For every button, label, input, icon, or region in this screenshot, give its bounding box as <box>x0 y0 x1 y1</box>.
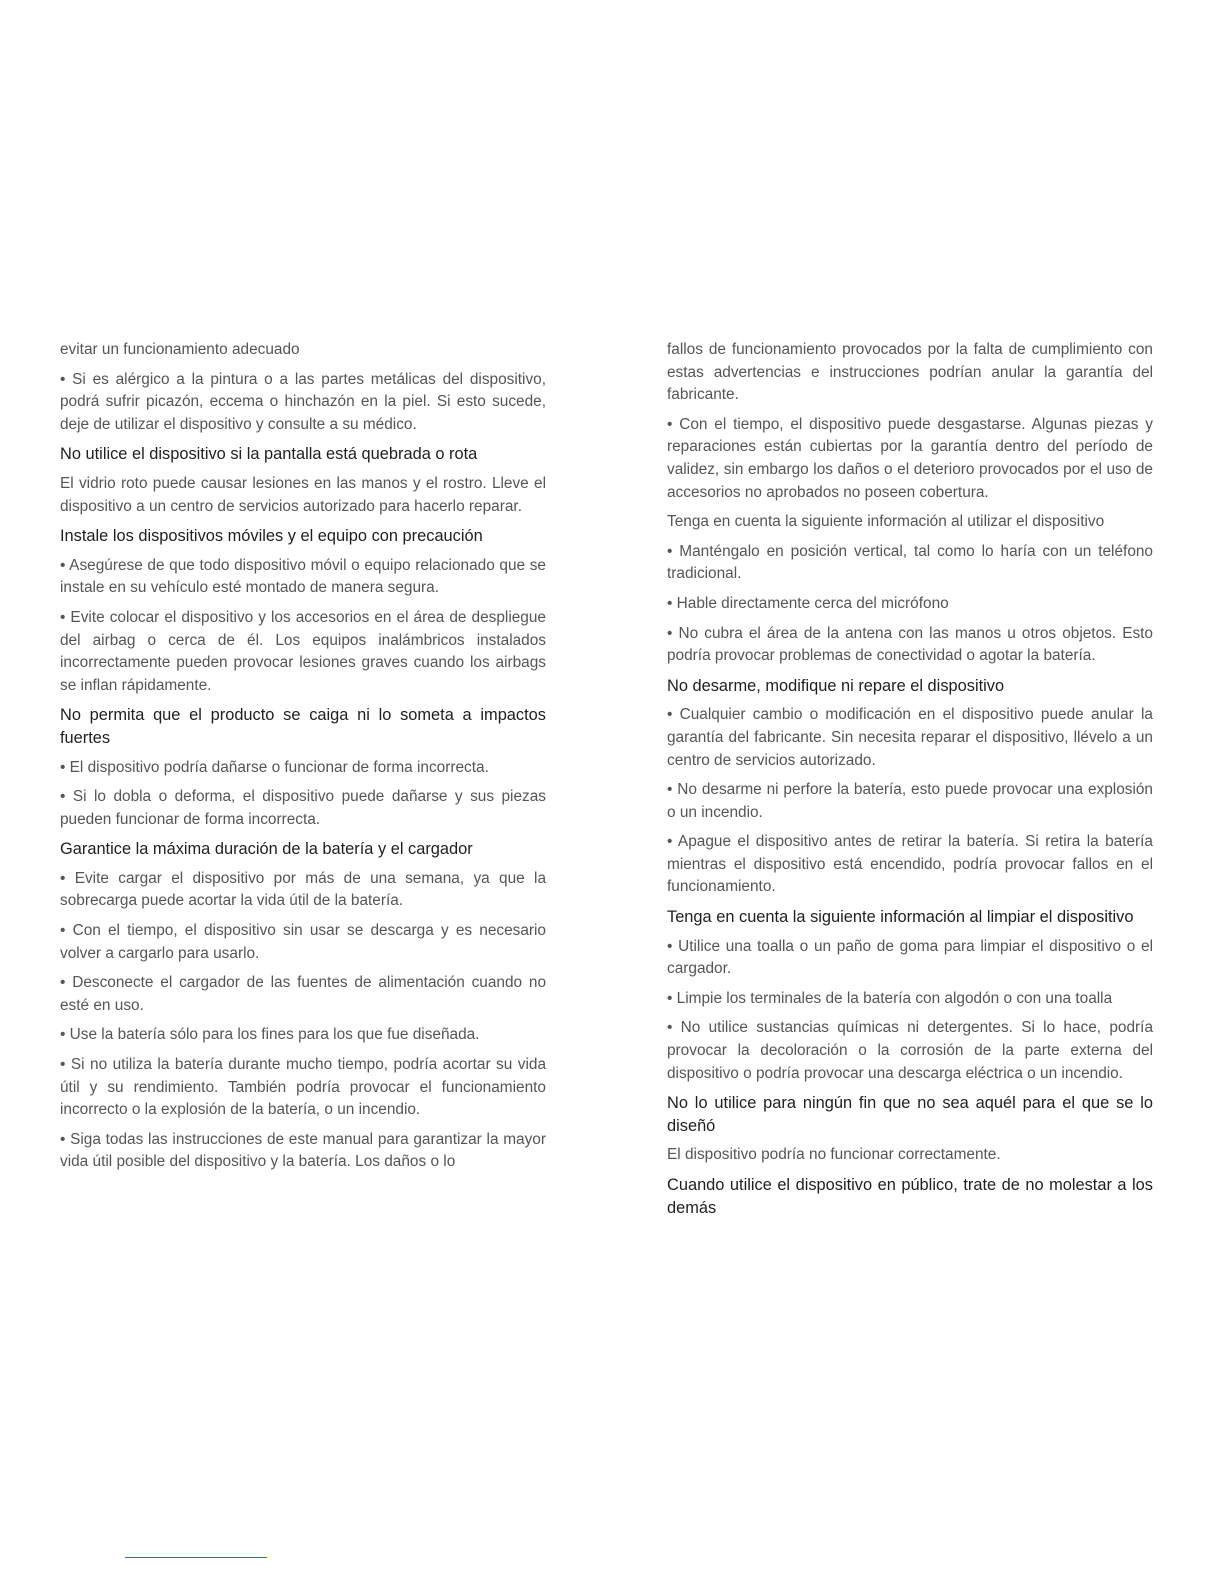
bullet-paragraph: • Asegúrese de que todo dispositivo móvil o equipo relacionado que se instale en su vehículo esté montado de manera segura. <box>60 556 546 597</box>
bullet-paragraph: • Si es alérgico a la pintura o a las partes metálicas del dispositivo, podrá sufrir picazón, eccema o hinchazón en la piel. Si esto sucede, deje de utilizar el dispositivo y consulte a su médico. <box>60 370 546 433</box>
bullet-paragraph: • Use la batería sólo para los fines para los que fue diseñada. <box>60 1026 480 1044</box>
paragraph: fallos de funcionamiento provocados por la falta de cumplimiento con estas advertencias e instrucciones podrían anular la garantía del fabricante. <box>667 341 1153 404</box>
section-heading: No desarme, modifique ni repare el dispositivo <box>667 676 1005 695</box>
bullet-paragraph: • Evite cargar el dispositivo por más de una semana, ya que la sobrecarga puede acortar la vida útil de la batería. <box>60 869 546 910</box>
bullet-paragraph: • No desarme ni perfore la batería, esto puede provocar una explosión o un incendio. <box>667 781 1153 821</box>
bullet-paragraph: • Cualquier cambio o modificación en el dispositivo puede anular la garantía del fabricante. Sin necesita reparar el dispositivo, llévelo a un centro de servicios autorizado. <box>667 706 1153 769</box>
bullet-paragraph: • Si lo dobla o deforma, el dispositivo puede dañarse y sus piezas pueden funcionar de forma incorrecta. <box>60 788 546 828</box>
paragraph: evitar un funcionamiento adecuado <box>60 341 300 358</box>
paragraph: El dispositivo podría no funcionar correctamente. <box>667 1146 1001 1164</box>
section-heading: No utilice el dispositivo si la pantalla está quebrada o rota <box>60 445 478 464</box>
bullet-paragraph: • Hable directamente cerca del micrófono <box>667 594 949 612</box>
left-column <box>60 339 546 1181</box>
paragraph: El vidrio roto puede causar lesiones en las manos y el rostro. Lleve el dispositivo a un centro de servicios autorizado para hacerlo reparar. <box>60 474 546 515</box>
bullet-paragraph: • Con el tiempo, el dispositivo sin usar se descarga y es necesario volver a cargarlo para usarlo. <box>60 922 546 962</box>
section-heading: Tenga en cuenta la siguiente información al limpiar el dispositivo <box>667 908 1134 927</box>
bullet-paragraph: • Evite colocar el dispositivo y los accesorios en el área de despliegue del airbag o cerca de él. Los equipos inalámbricos instalados incorrectamente pueden provocar lesiones graves cuando los airbags se inflan rápidamente. <box>60 608 546 694</box>
footnote-divider <box>125 1557 267 1558</box>
bullet-paragraph: • No cubra el área de la antena con las manos u otros objetos. Esto podría provocar problemas de conectividad o agotar la batería. <box>667 624 1153 665</box>
bullet-paragraph: • Utilice una toalla o un paño de goma para limpiar el dispositivo o el cargador. <box>667 937 1153 978</box>
right-column <box>667 339 1153 1226</box>
bullet-paragraph: • Con el tiempo, el dispositivo puede desgastarse. Algunas piezas y reparaciones están cubiertas por la garantía dentro del período de validez, sin embargo los daños o el deterioro provocados por el uso de accesorios no aprobados no poseen cobertura. <box>667 415 1153 501</box>
section-heading: Cuando utilice el dispositivo en público, trate de no molestar a los demás <box>667 1176 1153 1217</box>
section-heading: Instale los dispositivos móviles y el equipo con precaución <box>60 527 483 546</box>
bullet-paragraph: • Manténgalo en posición vertical, tal como lo haría con un teléfono tradicional. <box>667 542 1153 583</box>
bullet-paragraph: • Desconecte el cargador de las fuentes de alimentación cuando no esté en uso. <box>60 974 546 1014</box>
bullet-paragraph: • No utilice sustancias químicas ni detergentes. Si lo hace, podría provocar la decoloración o la corrosión de la parte externa del dispositivo o podría provocar una descarga eléctrica o un incendio. <box>667 1019 1153 1082</box>
bullet-paragraph: • Apague el dispositivo antes de retirar la batería. Si retira la batería mientras el dispositivo está encendido, podría provocar fallos en el funcionamiento. <box>667 833 1153 896</box>
bullet-paragraph: • Siga todas las instrucciones de este manual para garantizar la mayor vida útil posible del dispositivo y la batería. Los daños o lo <box>60 1130 546 1171</box>
section-heading: No lo utilice para ningún fin que no sea aquél para el que se lo diseñó <box>667 1094 1153 1135</box>
bullet-paragraph: • Si no utiliza la batería durante mucho tiempo, podría acortar su vida útil y su rendimiento. También podría provocar el funcionamiento incorrecto o la explosión de la batería, o un incendio. <box>60 1056 546 1119</box>
bullet-paragraph: • Limpie los terminales de la batería con algodón o con una toalla <box>667 989 1113 1007</box>
section-heading: No permita que el producto se caiga ni lo someta a impactos fuertes <box>60 706 546 747</box>
section-heading: Garantice la máxima duración de la batería y el cargador <box>60 840 473 859</box>
bullet-paragraph: • El dispositivo podría dañarse o funcionar de forma incorrecta. <box>60 758 489 776</box>
paragraph: Tenga en cuenta la siguiente información al utilizar el dispositivo <box>667 513 1105 531</box>
